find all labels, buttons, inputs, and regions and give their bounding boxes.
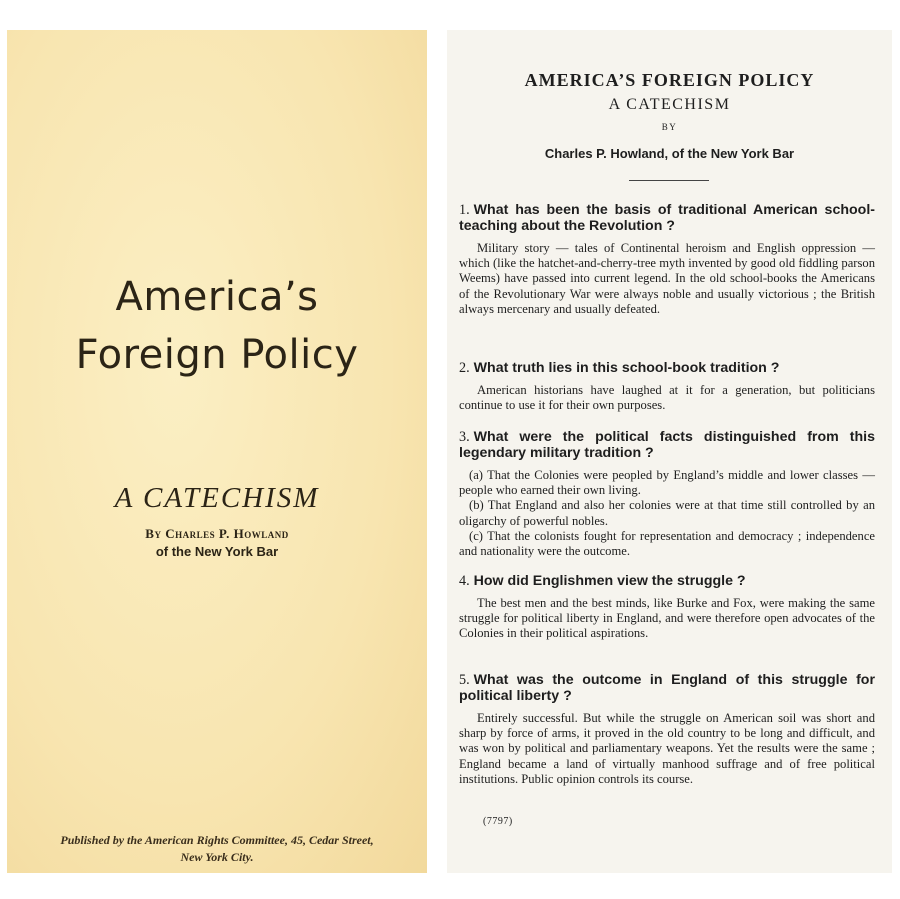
- cover-byline: By Charles P. Howland: [145, 526, 289, 541]
- cover-publisher-line1: Published by the American Rights Committee, 45, Cedar Street,: [60, 833, 374, 847]
- question-number: 3.: [459, 429, 470, 445]
- header-divider: [629, 180, 709, 181]
- answer-paragraph: Military story — tales of Continental heroism and English oppression — which (like the hatchet-and-cherry-tree myth invented by good old fiddling parson Weems) have passed into current legend. In the old school-books the Americans of the Revolutionary War were always noble and usually victorious ; the British always mercenary and usually defeated.: [459, 241, 875, 316]
- answer-paragraph: The best men and the best minds, like Burke and Fox, were making the same struggle for political liberty in England, and were therefore open advocates of the Colonies in their political aspirations.: [459, 596, 875, 641]
- page-title: AMERICA’S FOREIGN POLICY: [524, 70, 815, 90]
- question-number: 4.: [459, 573, 470, 589]
- answer-paragraph: American historians have laughed at it for a generation, but politicians continue to use it for their own purposes.: [459, 383, 875, 413]
- question-text: How did Englishmen view the struggle ?: [473, 573, 746, 589]
- page-subtitle: A CATECHISM: [608, 96, 731, 113]
- answer: [459, 711, 875, 787]
- qa-item-3: [459, 429, 875, 559]
- qa-item-4: [459, 573, 875, 642]
- question: [459, 573, 875, 589]
- qa-item-1: [459, 202, 875, 317]
- qa-item-5: [459, 672, 875, 787]
- cover-publisher-line2: New York City.: [180, 850, 254, 864]
- answer-paragraph: (b) That England and also her colonies were at that time still controlled by an oligarchy of powerful nobles.: [459, 498, 875, 528]
- answer-paragraph: (a) That the Colonies were peopled by England’s middle and lower classes — people who earned their own living.: [459, 468, 875, 498]
- question-text: What was the outcome in England of this struggle for political liberty ?: [459, 672, 875, 704]
- answer-paragraph: Entirely successful. But while the struggle on American soil was short and sharp by force of arms, it proved in the old country to be long and difficult, and was won by political and parliamentary weapons. Yet the results were the same ; England became a land of virtually manhood suffrage and of free political institutions. Public opinion controls its course.: [459, 711, 875, 786]
- question-text: What truth lies in this school-book tradition ?: [473, 360, 780, 376]
- answer: [459, 241, 875, 317]
- qa-item-2: [459, 360, 875, 413]
- page-by: BY: [661, 122, 678, 132]
- question: [459, 429, 875, 461]
- page-number: (7797): [483, 816, 513, 827]
- text-page: [447, 30, 892, 873]
- question-number: 2.: [459, 360, 470, 376]
- cover-subtitle: A CATECHISM: [114, 482, 320, 514]
- cover-page: [7, 30, 427, 873]
- cover-title-line1: America’s: [115, 274, 319, 320]
- question-number: 5.: [459, 672, 470, 688]
- cover-affiliation: of the New York Bar: [155, 544, 279, 559]
- question: [459, 202, 875, 234]
- answer-paragraph: (c) That the colonists fought for representation and democracy ; independence and nationality were the outcome.: [459, 528, 875, 559]
- question: [459, 672, 875, 704]
- answer: [459, 596, 875, 642]
- page-author: Charles P. Howland, of the New York Bar: [544, 146, 795, 161]
- answer: [459, 383, 875, 413]
- question-text: What were the political facts distinguished from this legendary military tradition ?: [459, 429, 875, 461]
- answer: [459, 468, 875, 559]
- question-text: What has been the basis of traditional American school-teaching about the Revolution ?: [459, 202, 875, 234]
- question-number: 1.: [459, 202, 470, 218]
- question: [459, 360, 875, 376]
- cover-title-line2: Foreign Policy: [75, 332, 359, 378]
